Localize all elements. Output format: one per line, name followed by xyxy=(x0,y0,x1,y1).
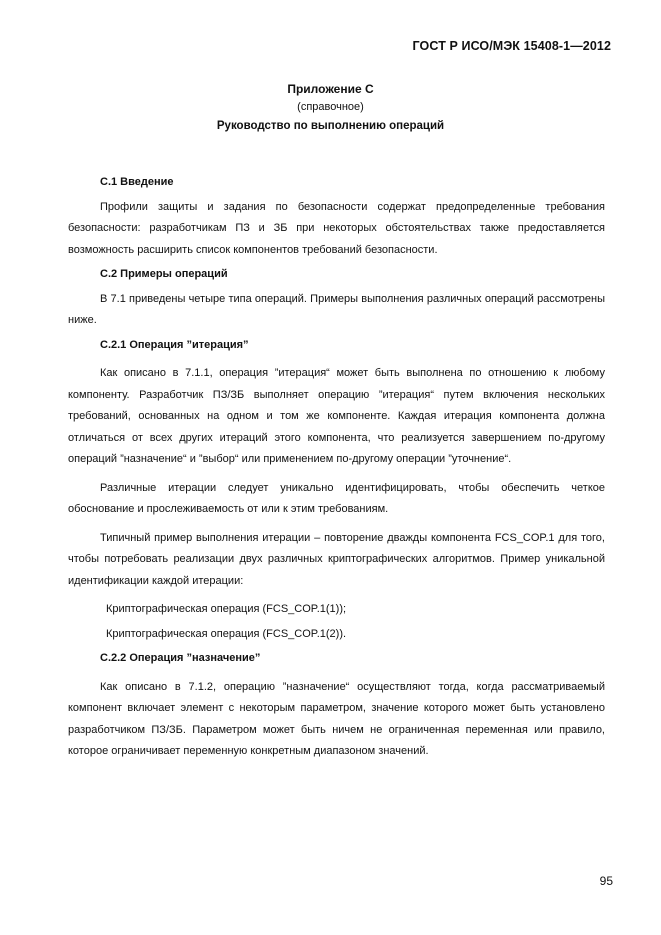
appendix-name: Руководство по выполнению операций xyxy=(216,120,445,132)
document-body xyxy=(68,172,605,763)
section-heading-c22: С.2.2 Операция ”назначение” xyxy=(100,652,261,664)
paragraph: Профили защиты и задания по безопасности содержат предопределенные требования безопасности: разработчикам ПЗ и ЗБ при некоторых обстоятельствах также предоставляется возможность расширить список компонентов требований безопасности. xyxy=(68,200,605,256)
paragraph: Типичный пример выполнения итерации – повторение дважды компонента FCS_COP.1 для того, чтобы потребовать реализации двух различных криптографических алгоритмов. Пример уникальной идентификации каждой итерации: xyxy=(68,531,605,587)
section-heading-c21: С.2.1 Операция ”итерация” xyxy=(100,338,249,351)
paragraph: Как описано в 7.1.2, операцию ”назначение“ осуществляют тогда, когда рассматриваемый компонент включает элемент с некоторым параметром, значение которого может быть установлено разработчиком ПЗ/ЗБ. Параметром может быть ничем не ограниченная переменная или правило, которое ограничивает переменную конкретным диапазоном значений. xyxy=(68,680,605,757)
paragraph: Различные итерации следует уникально идентифицировать, чтобы обеспечить четкое обоснование и прослеживаемость от или к этим требованиям. xyxy=(68,481,605,515)
appendix-title: Приложение С xyxy=(287,82,374,96)
section-heading-c1: С.1 Введение xyxy=(100,176,174,188)
paragraph: В 7.1 приведены четыре типа операций. Примеры выполнения различных операций рассмотрены ниже. xyxy=(68,292,605,326)
appendix-subtitle: (справочное) xyxy=(297,101,364,113)
page-number: 95 xyxy=(599,874,613,888)
paragraph: Как описано в 7.1.1, операция ”итерация“ может быть выполнена по отношению к любому компоненту. Разработчик ПЗ/ЗБ выполняет операцию ”итерация“ путем включения нескольких требований, основанных на одном и том же компоненте. Каждая итерация компонента должна отличаться от всех других итераций этого компонента, что реализуется завершением по-другому операций ”назначение“ и ”выбор“ или применением по-другому операции ”уточнение“. xyxy=(68,367,605,465)
example-line: Криптографическая операция (FCS_COP.1(2)). xyxy=(106,627,347,640)
example-line: Криптографическая операция (FCS_COP.1(1)); xyxy=(106,603,347,615)
section-heading-c2: С.2 Примеры операций xyxy=(100,268,228,280)
document-id: ГОСТ Р ИСО/МЭК 15408-1—2012 xyxy=(412,39,611,53)
